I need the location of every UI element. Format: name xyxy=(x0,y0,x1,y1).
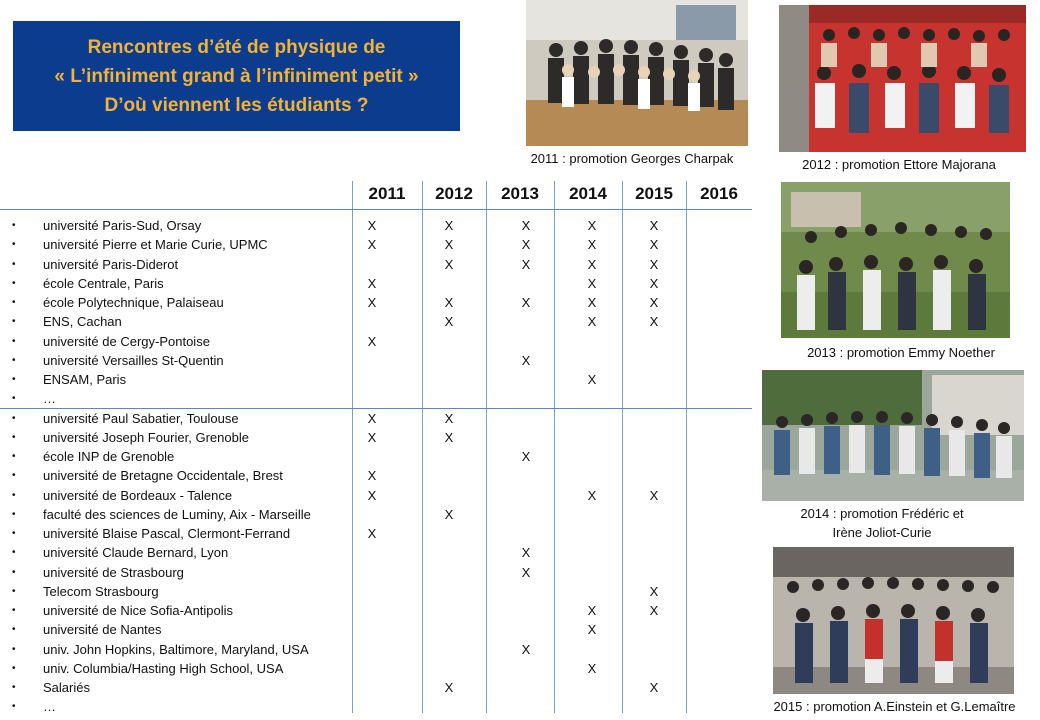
bullet-icon: • xyxy=(12,451,16,462)
attendance-mark-2012: X xyxy=(444,257,454,272)
attendance-mark-2011: X xyxy=(367,334,377,349)
photo-2015 xyxy=(773,547,1014,694)
institution-label: université Blaise Pascal, Clermont-Ferrand xyxy=(43,526,291,541)
attendance-mark-2011: X xyxy=(367,411,377,426)
bullet-icon: • xyxy=(12,393,16,404)
institution-label: université Pierre et Marie Curie, UPMC xyxy=(43,237,268,252)
attendance-mark-2013: X xyxy=(521,257,531,272)
institution-label: école INP de Grenoble xyxy=(43,449,175,464)
bullet-icon: • xyxy=(12,567,16,578)
year-header-2011: 2011 xyxy=(368,184,406,203)
title-banner xyxy=(13,21,460,131)
institution-label: univ. Columbia/Hasting High School, USA xyxy=(43,661,284,676)
table-row xyxy=(0,601,752,620)
year-header-2016: 2016 xyxy=(700,184,738,203)
attendance-mark-2012: X xyxy=(444,411,454,426)
table-row xyxy=(0,524,752,543)
table-row xyxy=(0,563,752,582)
attendance-mark-2011: X xyxy=(367,276,377,291)
bullet-icon: • xyxy=(12,682,16,693)
attendance-mark-2012: X xyxy=(444,680,454,695)
bullet-icon: • xyxy=(12,586,16,597)
bullet-icon: • xyxy=(12,278,16,289)
institution-label: université de Cergy-Pontoise xyxy=(43,334,210,349)
attendance-mark-2014: X xyxy=(587,372,597,387)
bullet-icon: • xyxy=(12,470,16,481)
year-header-2012: 2012 xyxy=(435,184,473,203)
institution-label: université Paris-Sud, Orsay xyxy=(43,218,202,233)
institution-label: école Centrale, Paris xyxy=(43,276,164,291)
bullet-icon: • xyxy=(12,663,16,674)
photo-2012 xyxy=(779,5,1026,152)
photo-2014 xyxy=(762,370,1024,501)
bullet-icon: • xyxy=(12,374,16,385)
table-row xyxy=(0,620,752,639)
institution-label: université de Nantes xyxy=(43,622,162,637)
attendance-mark-2015: X xyxy=(649,237,659,252)
attendance-mark-2011: X xyxy=(367,526,377,541)
attendance-mark-2012: X xyxy=(444,507,454,522)
table-row xyxy=(0,332,752,351)
attendance-mark-2015: X xyxy=(649,314,659,329)
attendance-mark-2014: X xyxy=(587,295,597,310)
attendance-mark-2013: X xyxy=(521,218,531,233)
attendance-mark-2012: X xyxy=(444,430,454,445)
caption-2014-line2: Irène Joliot-Curie xyxy=(832,525,932,540)
bullet-icon: • xyxy=(12,509,16,520)
year-header-2013: 2013 xyxy=(501,184,539,203)
attendance-mark-2011: X xyxy=(367,468,377,483)
attendance-mark-2012: X xyxy=(444,218,454,233)
caption-2015: 2015 : promotion A.Einstein et G.Lemaître xyxy=(773,699,1016,714)
table-row xyxy=(0,293,752,312)
table-row xyxy=(0,640,752,659)
bullet-icon: • xyxy=(12,490,16,501)
attendance-mark-2011: X xyxy=(367,295,377,310)
table-row xyxy=(0,428,752,447)
attendance-mark-2014: X xyxy=(587,314,597,329)
institution-label: … xyxy=(43,699,56,714)
institution-label: université Paul Sabatier, Toulouse xyxy=(43,411,239,426)
attendance-mark-2013: X xyxy=(521,642,531,657)
institution-label: ENS, Cachan xyxy=(43,314,122,329)
institution-label: faculté des sciences de Luminy, Aix - Marseille xyxy=(43,507,311,522)
table-row xyxy=(0,274,752,293)
bullet-icon: • xyxy=(12,220,16,231)
table-row xyxy=(0,447,752,466)
institution-label: université Claude Bernard, Lyon xyxy=(43,545,229,560)
attendance-mark-2013: X xyxy=(521,449,531,464)
photo-2013 xyxy=(781,182,1010,338)
attendance-mark-2015: X xyxy=(649,584,659,599)
attendance-mark-2013: X xyxy=(521,353,531,368)
table-row xyxy=(0,255,752,274)
attendance-mark-2015: X xyxy=(649,680,659,695)
institution-label: université Paris-Diderot xyxy=(43,257,179,272)
attendance-mark-2012: X xyxy=(444,314,454,329)
attendance-mark-2015: X xyxy=(649,488,659,503)
bullet-icon: • xyxy=(12,644,16,655)
attendance-mark-2014: X xyxy=(587,488,597,503)
institution-label: école Polytechnique, Palaiseau xyxy=(43,295,224,310)
table-row xyxy=(0,389,752,408)
caption-2014-line1: 2014 : promotion Frédéric et xyxy=(800,506,964,521)
table-row xyxy=(0,466,752,485)
table-row xyxy=(0,216,752,235)
attendance-mark-2011: X xyxy=(367,488,377,503)
table-row xyxy=(0,486,752,505)
photo-2011 xyxy=(526,0,748,146)
institution-label: … xyxy=(43,391,56,406)
banner-line-2: « L’infiniment grand à l’infiniment petit » xyxy=(54,65,419,87)
attendance-mark-2011: X xyxy=(367,237,377,252)
institution-label: université Joseph Fourier, Grenoble xyxy=(43,430,249,445)
attendance-mark-2012: X xyxy=(444,295,454,310)
institution-label: ENSAM, Paris xyxy=(43,372,127,387)
table-row xyxy=(0,351,752,370)
institution-label: université de Strasbourg xyxy=(43,565,184,580)
institution-label: Salariés xyxy=(43,680,90,695)
caption-2013: 2013 : promotion Emmy Noether xyxy=(807,345,995,360)
table-row xyxy=(0,678,752,697)
table-row xyxy=(0,370,752,389)
bullet-icon: • xyxy=(12,701,16,712)
year-header-2015: 2015 xyxy=(635,184,673,203)
table-row xyxy=(0,659,752,678)
attendance-mark-2012: X xyxy=(444,237,454,252)
attendance-mark-2014: X xyxy=(587,257,597,272)
attendance-mark-2013: X xyxy=(521,237,531,252)
bullet-icon: • xyxy=(12,297,16,308)
attendance-mark-2015: X xyxy=(649,295,659,310)
bullet-icon: • xyxy=(12,547,16,558)
header-rule xyxy=(0,209,752,210)
institution-label: université de Bretagne Occidentale, Brest xyxy=(43,468,283,483)
table-row xyxy=(0,409,752,428)
bullet-icon: • xyxy=(12,413,16,424)
attendance-mark-2014: X xyxy=(587,218,597,233)
banner-line-3: D’où viennent les étudiants ? xyxy=(104,94,369,116)
attendance-mark-2014: X xyxy=(587,661,597,676)
caption-2012: 2012 : promotion Ettore Majorana xyxy=(802,157,996,172)
bullet-icon: • xyxy=(12,528,16,539)
table-row xyxy=(0,582,752,601)
attendance-mark-2013: X xyxy=(521,295,531,310)
attendance-mark-2014: X xyxy=(587,603,597,618)
attendance-mark-2014: X xyxy=(587,237,597,252)
bullet-icon: • xyxy=(12,355,16,366)
attendance-mark-2015: X xyxy=(649,276,659,291)
bullet-icon: • xyxy=(12,259,16,270)
bullet-icon: • xyxy=(12,605,16,616)
bullet-icon: • xyxy=(12,239,16,250)
attendance-mark-2015: X xyxy=(649,603,659,618)
banner-line-1: Rencontres d’été de physique de xyxy=(87,36,386,58)
institution-label: université de Nice Sofia-Antipolis xyxy=(43,603,234,618)
institution-label: Telecom Strasbourg xyxy=(43,584,159,599)
table-row xyxy=(0,312,752,331)
bullet-icon: • xyxy=(12,316,16,327)
bullet-icon: • xyxy=(12,432,16,443)
attendance-mark-2011: X xyxy=(367,430,377,445)
attendance-mark-2013: X xyxy=(521,545,531,560)
institution-label: université de Bordeaux - Talence xyxy=(43,488,233,503)
attendance-mark-2015: X xyxy=(649,218,659,233)
table-row xyxy=(0,543,752,562)
table-row xyxy=(0,697,752,716)
institution-label: univ. John Hopkins, Baltimore, Maryland, USA xyxy=(43,642,309,657)
bullet-icon: • xyxy=(12,336,16,347)
attendance-mark-2011: X xyxy=(367,218,377,233)
table-row xyxy=(0,235,752,254)
year-header-2014: 2014 xyxy=(569,184,607,203)
institution-label: université Versailles St-Quentin xyxy=(43,353,224,368)
caption-2011: 2011 : promotion Georges Charpak xyxy=(530,151,734,166)
attendance-mark-2014: X xyxy=(587,276,597,291)
table-row xyxy=(0,505,752,524)
attendance-mark-2014: X xyxy=(587,622,597,637)
bullet-icon: • xyxy=(12,624,16,635)
attendance-mark-2015: X xyxy=(649,257,659,272)
attendance-mark-2013: X xyxy=(521,565,531,580)
